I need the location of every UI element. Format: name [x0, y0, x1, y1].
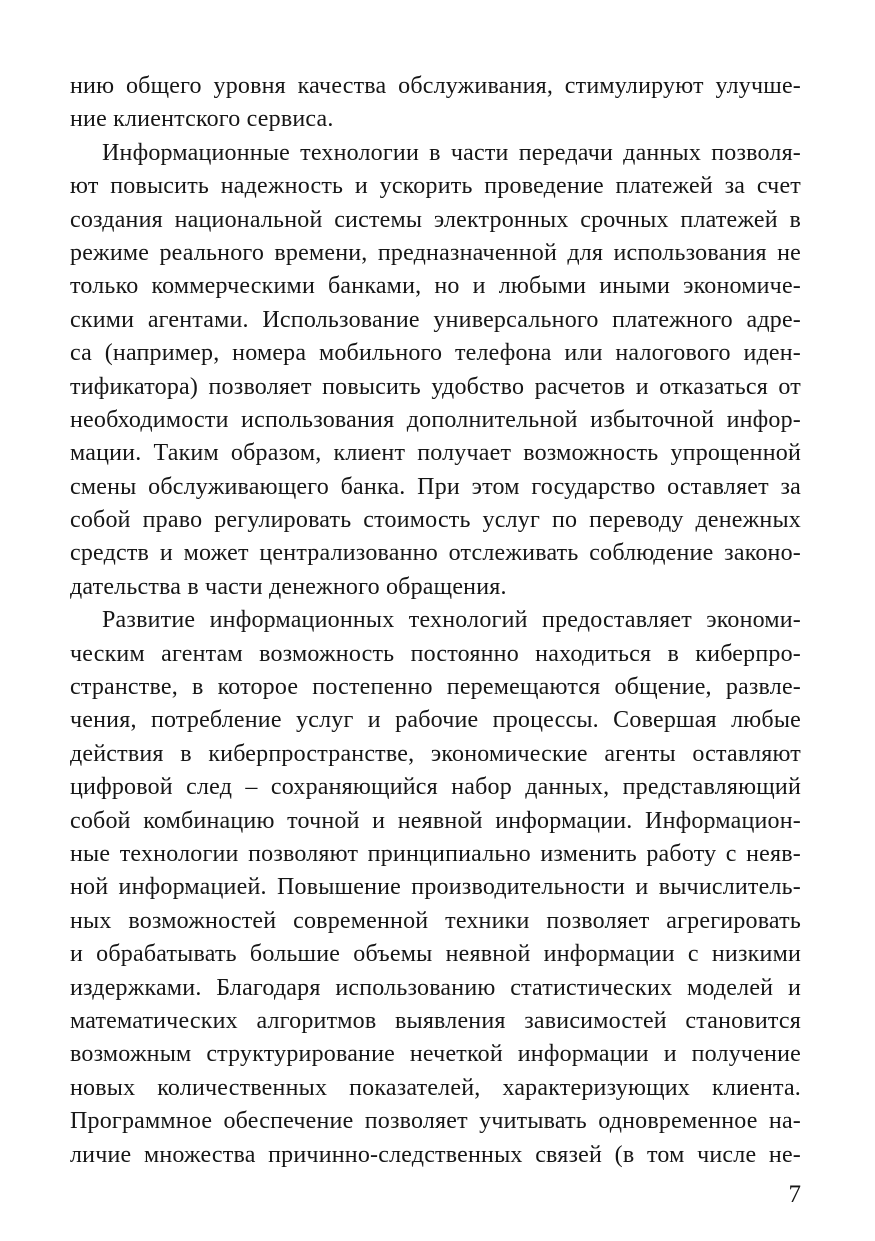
- text-line: Информационные технологии в части передачи данных позволя-: [102, 139, 801, 166]
- text-line: смены обслуживающего банка. При этом государство оставляет за: [70, 473, 801, 500]
- text-line: и обрабатывать большие объемы неявной информации с низкими: [70, 941, 801, 968]
- text-line: ют повысить надежность и ускорить проведение платежей за счет: [70, 173, 801, 200]
- text-line: ние клиентского сервиса.: [70, 106, 334, 133]
- text-line: математических алгоритмов выявления зависимостей становится: [70, 1007, 801, 1034]
- text-line: ных возможностей современной техники позволяет агрегировать: [70, 907, 801, 934]
- text-line: издержками. Благодаря использованию статистических моделей и: [70, 974, 801, 1001]
- text-line: собой комбинацию точной и неявной информации. Информацион-: [70, 807, 801, 834]
- text-line: собой право регулировать стоимость услуг по переводу денежных: [70, 507, 801, 534]
- text-line: скими агентами. Использование универсального платежного адре-: [70, 306, 801, 333]
- text-line: средств и может централизованно отслеживать соблюдение законо-: [70, 540, 801, 567]
- text-line: ческим агентам возможность постоянно находиться в киберпро-: [70, 640, 801, 667]
- text-line: мации. Таким образом, клиент получает возможность упрощенной: [70, 440, 801, 467]
- text-line: создания национальной системы электронных срочных платежей в: [70, 206, 801, 233]
- text-line: необходимости использования дополнительной избыточной инфор-: [70, 406, 801, 433]
- text-line: Развитие информационных технологий предоставляет экономи-: [102, 607, 801, 634]
- text-line: действия в киберпространстве, экономические агенты оставляют: [70, 740, 801, 767]
- text-line: ной информацией. Повышение производительности и вычислитель-: [70, 874, 801, 901]
- text-line: ные технологии позволяют принципиально изменить работу с неяв-: [70, 840, 801, 867]
- text-line: только коммерческими банками, но и любыми иными экономиче-: [70, 273, 801, 300]
- text-line: чения, потребление услуг и рабочие процессы. Совершая любые: [70, 707, 801, 734]
- page-number: 7: [788, 1181, 801, 1208]
- text-line: странстве, в которое постепенно перемещаются общение, развле-: [70, 674, 801, 701]
- text-line: личие множества причинно-следственных связей (в том числе не-: [70, 1141, 801, 1168]
- text-line: нию общего уровня качества обслуживания, стимулируют улучше-: [70, 73, 801, 99]
- text-line: новых количественных показателей, характеризующих клиента.: [70, 1074, 801, 1101]
- text-line: тификатора) позволяет повысить удобство расчетов и отказаться от: [70, 373, 801, 400]
- text-block: [70, 70, 801, 1172]
- text-line: возможным структурирование нечеткой информации и получение: [70, 1041, 801, 1068]
- text-line: са (например, номера мобильного телефона или налогового иден-: [70, 340, 801, 367]
- text-line: режиме реального времени, предназначенной для использования не: [70, 239, 801, 266]
- text-line: цифровой след – сохраняющийся набор данных, представляющий: [70, 774, 801, 801]
- text-line: дательства в части денежного обращения.: [70, 573, 507, 600]
- text-line: Программное обеспечение позволяет учитывать одновременное на-: [70, 1108, 801, 1135]
